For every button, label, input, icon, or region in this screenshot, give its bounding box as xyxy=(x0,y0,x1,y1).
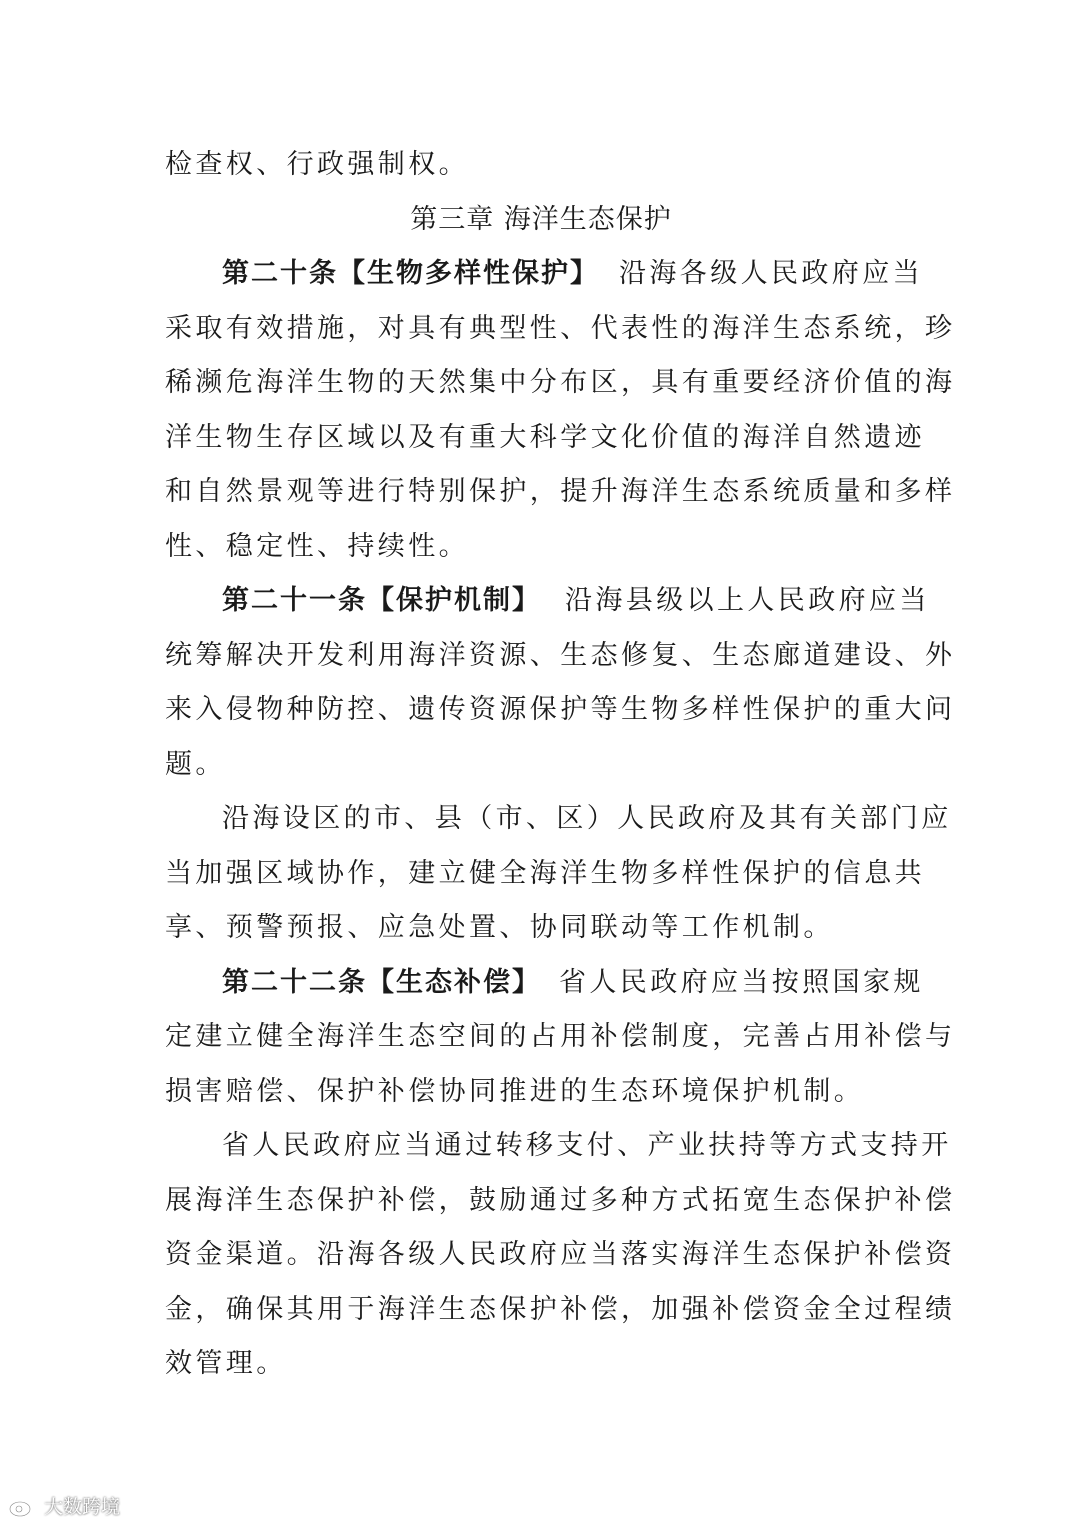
text-line: 和自然景观等进行特别保护，提升海洋生态系统质量和多样 xyxy=(165,476,956,507)
watermark xyxy=(8,1492,120,1519)
weibo-logo-icon xyxy=(8,1494,38,1518)
article-21-heading: 第二十一条【保护机制】 xyxy=(222,585,541,616)
text-line: 题。 xyxy=(165,748,226,780)
text-line: 资金渠道。沿海各级人民政府应当落实海洋生态保护补偿资 xyxy=(165,1239,956,1270)
text-line: 定建立健全海洋生态空间的占用补偿制度，完善占用补偿与 xyxy=(165,1021,956,1052)
article-21-text-start: 沿海县级以上人民政府应当 xyxy=(565,585,930,616)
text-line: 性、稳定性、持续性。 xyxy=(165,530,469,562)
text-line: 展海洋生态保护补偿，鼓励通过多种方式拓宽生态保护补偿 xyxy=(165,1184,956,1216)
text-line: 金，确保其用于海洋生态保护补偿，加强补偿资金全过程绩 xyxy=(165,1293,956,1325)
article-22-heading: 第二十二条【生态补偿】 xyxy=(222,966,541,998)
text-line: 检查权、行政强制权。 xyxy=(165,149,469,180)
text-line: 当加强区域协作，建立健全海洋生物多样性保护的信息共 xyxy=(165,857,925,889)
article-22-first-line xyxy=(165,956,924,1011)
text-line: 来入侵物种防控、遗传资源保护等生物多样性保护的重大问 xyxy=(165,694,956,725)
text-line: 稀濒危海洋生物的天然集中分布区，具有重要经济价值的海 xyxy=(165,367,956,398)
chapter-title: 第三章 海洋生态保护 xyxy=(410,203,672,235)
text-line: 统筹解决开发利用海洋资源、生态修复、生态廊道建设、外 xyxy=(165,639,956,671)
text-line: 洋生物生存区域以及有重大科学文化价值的海洋自然遗迹 xyxy=(165,421,925,453)
article-20-heading: 第二十条【生物多样性保护】 xyxy=(222,258,599,289)
text-line: 效管理。 xyxy=(165,1348,287,1379)
article-20-first-line xyxy=(165,247,923,302)
article-21-first-line xyxy=(165,574,930,629)
text-line: 采取有效措施，对具有典型性、代表性的海洋生态系统，珍 xyxy=(165,312,956,344)
document-page xyxy=(165,138,956,1392)
article-22-text-start: 省人民政府应当按照国家规 xyxy=(559,966,924,998)
watermark-text: 大数跨境 xyxy=(44,1496,121,1518)
paragraph-first-line: 沿海设区的市、县（市、区）人民政府及其有关部门应 xyxy=(222,803,952,834)
text-line: 损害赔偿、保护补偿协同推进的生态环境保护机制。 xyxy=(165,1075,865,1107)
article-20-text-start: 沿海各级人民政府应当 xyxy=(619,258,923,289)
text-line: 享、预警预报、应急处置、协同联动等工作机制。 xyxy=(165,912,834,943)
paragraph-first-line: 省人民政府应当通过转移支付、产业扶持等方式支持开 xyxy=(222,1130,952,1161)
